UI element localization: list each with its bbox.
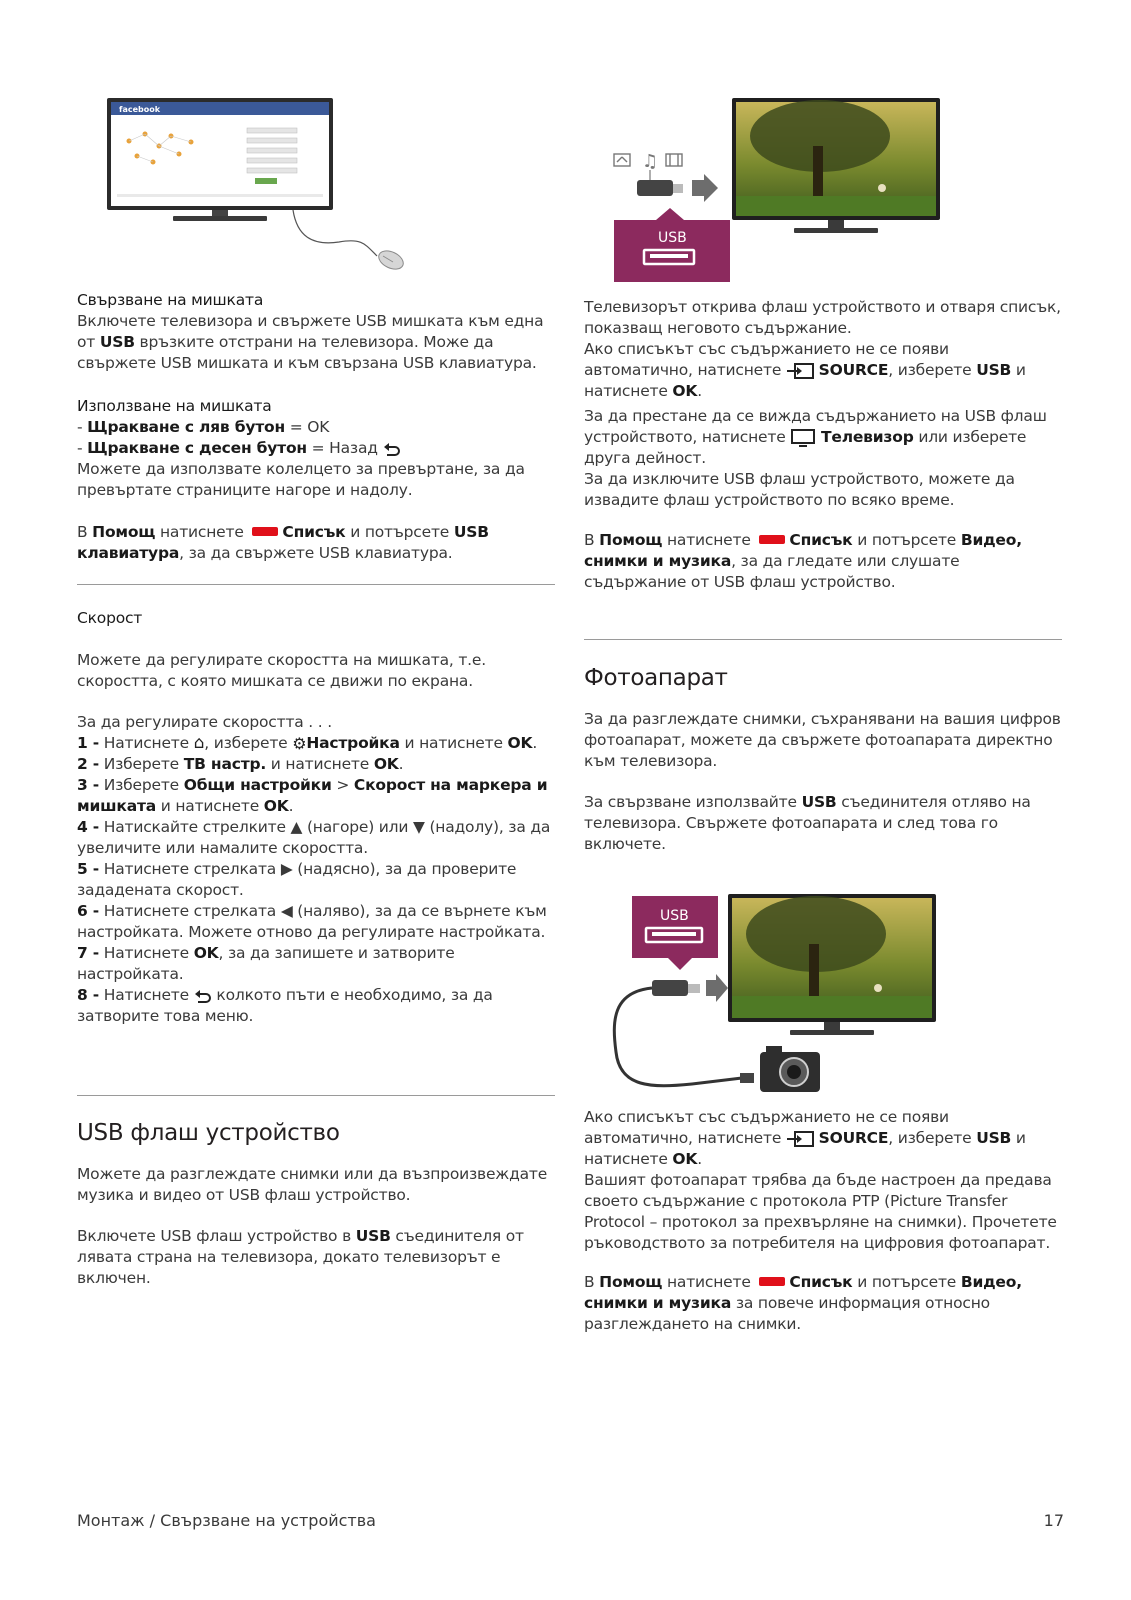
speed-heading: Скорост [77,609,143,627]
wheel-text: Можете да използвате колелцето за превъртане, за да превъртате страниците нагоре и надолу. [77,460,525,499]
left-click-line: - Щракване с ляв бутон = OK [77,418,330,436]
back-icon [383,442,401,456]
speed-step-5: 5 - Натиснете стрелката ▶ (надясно), за да проверите зададената скорост. [77,860,517,899]
camera-ptp-text: Вашият фотоапарат трябва да бъде настроен да предава своето съдържание с протокола PTP (Picture Transfer Protocol – протокол за прехвърляне на снимки). Прочетете ръководството за потребителя на цифровия фотоапарат. [584,1171,1057,1252]
speed-lead: За да регулирате скоростта . . . [77,713,332,731]
usb-stop-text: За да престане да се вижда съдържанието на USB флаш устройството, натиснете Телевизор или изберете друга дейност. [584,407,1047,467]
speed-step-3: 3 - Изберете Общи настройки > Скорост на маркера и мишката и натиснете OK. [77,776,548,815]
divider [77,584,555,585]
usb-port-label: USB [660,908,689,924]
help-keyboard-text: В Помощ натиснете Списък и потърсете USB клавиатура, за да свържете USB клавиатура. [77,523,489,562]
gear-icon: ⚙ [292,734,307,753]
usb-port-label: USB [658,230,687,246]
footer-breadcrumb: Монтаж / Свързване на устройства [77,1511,376,1530]
connect-mouse-heading: Свързване на мишката [77,291,264,309]
divider [77,1095,555,1096]
red-key-icon [759,535,785,544]
connect-mouse-text: Включете телевизора и свържете USB мишката към една от USB връзките отстрани на телевизора. Може да свържете USB мишката и към свързана USB клавиатура. [77,312,544,372]
back-icon [194,989,212,1003]
speed-step-1: 1 - Натиснете ⌂, изберете ⚙Настройка и натиснете OK. [77,733,538,753]
tv-mouse-illustration [107,96,437,276]
facebook-logo: facebook [119,105,161,114]
red-key-icon [252,527,278,536]
usb-help-text: В Помощ натиснете Списък и потърсете Видео, снимки и музика, за да гледате или слушате съдържание от USB флаш устройство. [584,531,1022,591]
divider [584,639,1062,640]
usb-flash-illustration [610,96,950,286]
red-key-icon [759,1277,785,1286]
source-icon [786,1131,814,1147]
page-number: 17 [1043,1511,1064,1530]
camera-connect: За свързване използвайте USB съединителя отляво на телевизора. Свържете фотоапарата и след това го включете. [584,793,1031,853]
camera-help-text: В Помощ натиснете Списък и потърсете Видео, снимки и музика за повече информация относно разглеждането на снимки. [584,1273,1022,1333]
camera-source-text: Ако списъкът със съдържанието не се появи автоматично, натиснете SOURCE, изберете USB и натиснете OK. [584,1108,1026,1168]
right-click-line: - Щракване с десен бутон = Назад [77,438,555,459]
tv-icon [790,429,816,447]
music-icon: ♫ [642,151,659,172]
speed-step-4: 4 - Натискайте стрелките ▲ (нагоре) или ▼ (надолу), за да увеличите или намалите скоростта. [77,818,551,857]
camera-heading: Фотоапарат [584,665,728,691]
speed-step-8: 8 - Натиснете колкото пъти е необходимо, за да затворите това меню. [77,986,493,1025]
usb-source-text: Ако списъкът със съдържанието не се появи автоматично, натиснете SOURCE, изберете USB и натиснете OK. [584,340,1026,400]
speed-step-2: 2 - Изберете ТВ настр. и натиснете OK. [77,755,404,773]
use-mouse-heading: Използване на мишката [77,397,272,415]
speed-step-7: 7 - Натиснете OK, за да запишете и затворите настройката. [77,944,455,983]
usb-flash-connect: Включете USB флаш устройство в USB съединителя от лявата страна на телевизора, докато телевизорът е включен. [77,1227,524,1287]
speed-step-6: 6 - Натиснете стрелката ◀ (наляво), за да се върнете към настройката. Можете отново да регулирате настройката. [77,902,547,941]
speed-intro: Можете да регулирате скоростта на мишката, т.е. скоростта, с която мишката се движи по екрана. [77,651,486,690]
camera-intro: За да разглеждате снимки, съхранявани на вашия цифров фотоапарат, можете да свържете фотоапарата директно към телевизора. [584,710,1061,770]
usb-flash-heading: USB флаш устройство [77,1120,340,1146]
usb-remove-text: За да изключите USB флаш устройството, можете да извадите флаш устройството по всяко време. [584,470,1015,509]
usb-flash-intro: Можете да разглеждате снимки или да възпроизвеждате музика и видео от USB флаш устройство. [77,1165,548,1204]
camera-illustration [612,892,972,1112]
usb-detect-text: Телевизорът открива флаш устройството и отваря списък, показващ неговото съдържание. [584,298,1061,337]
source-icon [786,363,814,379]
home-icon: ⌂ [193,733,205,753]
